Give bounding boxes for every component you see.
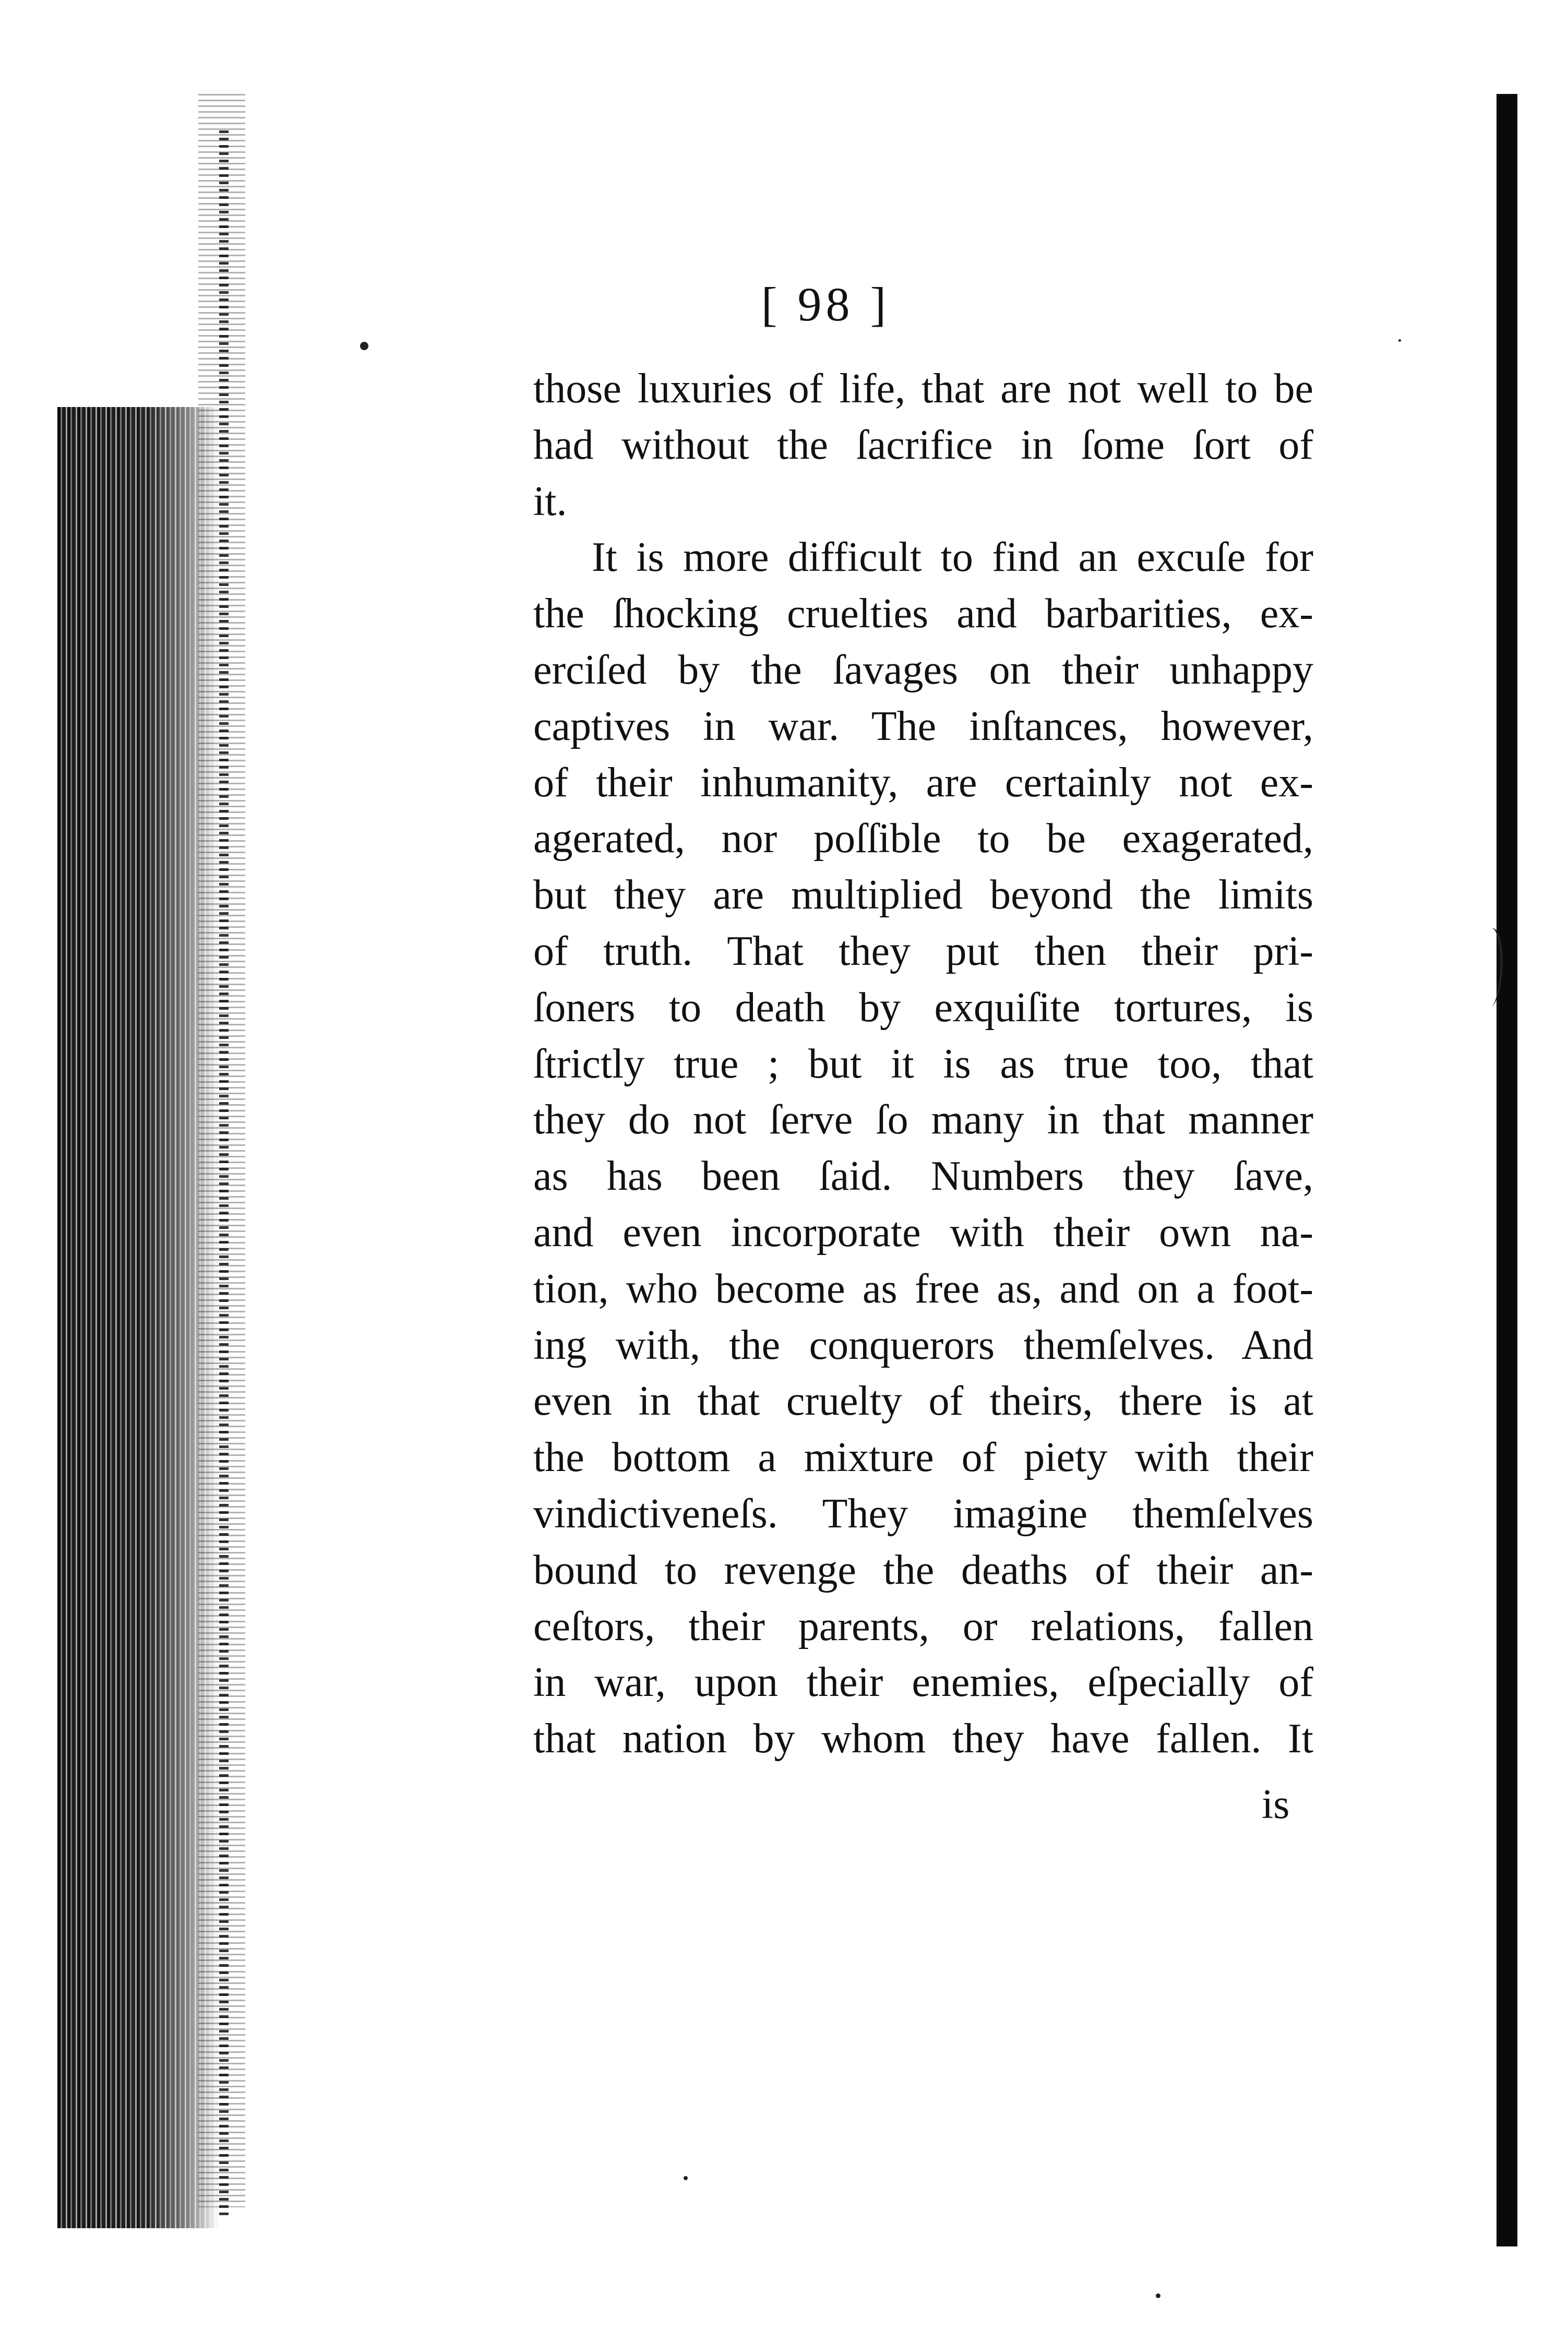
text-line: erciſed by the ſavages on their unhappy: [533, 647, 1313, 693]
body-text: [533, 361, 1313, 1767]
text-line: ſtrictly true ; but it is as true too, that: [533, 1041, 1313, 1087]
text-line: It is more difficult to find an excuſe for: [592, 534, 1313, 581]
text-line: of their inhumanity, are certainly not ex-: [533, 759, 1313, 806]
text-line: had without the ſacrifice in ſome ſort of: [533, 422, 1313, 468]
text-line: ing with, the conquerors themſelves. And: [533, 1322, 1313, 1368]
text-line: vindictiveneſs. They imagine themſelves: [533, 1490, 1313, 1537]
text-line: that nation by whom they have fallen. It: [533, 1716, 1313, 1762]
text-line: and even incorporate with their own na-: [533, 1209, 1313, 1256]
text-line: in war, upon their enemies, eſpecially of: [533, 1659, 1313, 1706]
text-line: they do not ſerve ſo many in that manner: [533, 1097, 1313, 1143]
binding-shadow: [57, 407, 219, 2228]
text-line: as has been ſaid. Numbers they ſave,: [533, 1153, 1313, 1200]
text-line: agerated, nor poſſible to be exagerated,: [533, 816, 1313, 862]
page-number: [ 98 ]: [761, 278, 891, 331]
text-line: ceſtors, their parents, or relations, fallen: [533, 1603, 1313, 1649]
text-line: the bottom a mixture of piety with their: [533, 1435, 1313, 1481]
ink-speck: [684, 2176, 688, 2180]
text-line: but they are multiplied beyond the limits: [533, 872, 1313, 918]
text-line: even in that cruelty of theirs, there is at: [533, 1378, 1313, 1425]
text-line: of truth. That they put then their pri-: [533, 928, 1313, 974]
text-line: bound to revenge the deaths of their an-: [533, 1547, 1313, 1593]
text-line: the ſhocking cruelties and barbarities, ex-: [533, 591, 1313, 637]
text-line: captives in war. The inſtances, however,: [533, 703, 1313, 749]
text-line: tion, who become as free as, and on a foot-: [533, 1265, 1313, 1312]
text-line: it.: [533, 478, 567, 524]
text-line: ſoners to death by exquiſite tortures, is: [533, 984, 1313, 1031]
ink-speck: [1156, 2293, 1160, 2298]
right-page-edge: [1497, 94, 1517, 2246]
ink-speck: [1398, 339, 1401, 342]
ink-speck: [360, 342, 368, 350]
text-line: those luxuries of life, that are not well to be: [533, 366, 1313, 412]
binding-speckle-edge: [219, 130, 229, 2218]
catchword: is: [1262, 1782, 1290, 1827]
